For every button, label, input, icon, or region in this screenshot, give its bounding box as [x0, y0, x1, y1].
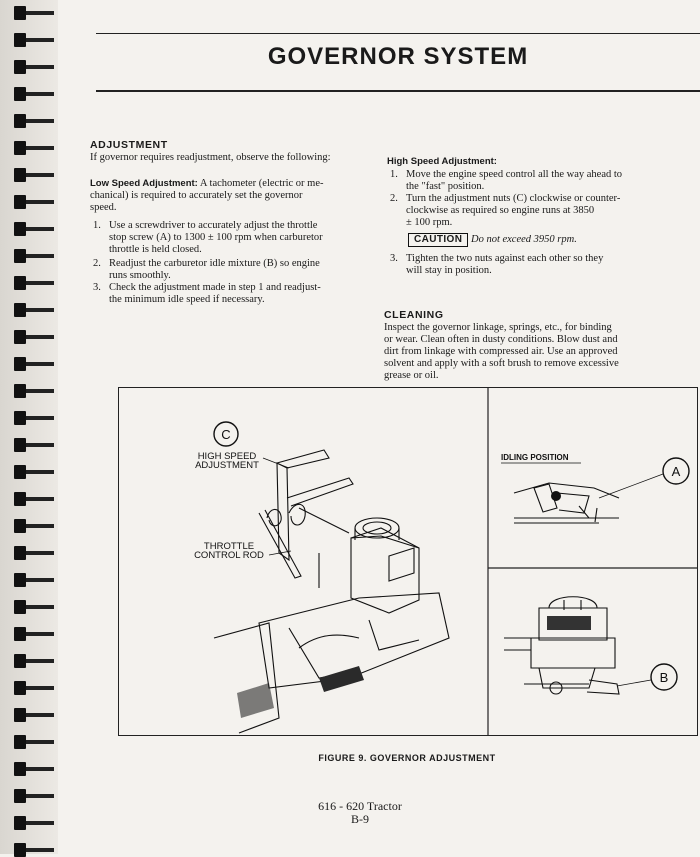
high-speed-step-2	[390, 193, 670, 231]
binding-coil	[14, 249, 54, 263]
title-rule-bottom	[96, 90, 700, 92]
binding-coil	[14, 114, 54, 128]
binding-spine	[0, 0, 58, 854]
cleaning-line: solvent and apply with a soft brush to remove excessive	[384, 358, 619, 369]
step-line: the "fast" position.	[406, 181, 485, 192]
step-number: 2.	[390, 193, 398, 204]
binding-coil	[14, 141, 54, 155]
binding-coil	[14, 168, 54, 182]
caution-badge: CAUTION	[408, 233, 468, 247]
binding-coil	[14, 762, 54, 776]
callout-a	[663, 458, 689, 484]
shaded-bracket	[237, 666, 364, 718]
adjustment-heading: ADJUSTMENT	[90, 139, 168, 151]
binding-coil	[14, 330, 54, 344]
page-footer	[260, 800, 460, 826]
binding-coil	[14, 276, 54, 290]
cleaning-line: Inspect the governor linkage, springs, etc., for binding	[384, 322, 612, 333]
step-line: Move the engine speed control all the way ahead to	[406, 169, 623, 180]
cleaning-line: grease or oil.	[384, 370, 439, 381]
low-speed-line: A tachometer (electric or me-	[199, 178, 324, 189]
binding-coil	[14, 627, 54, 641]
step-number: 1.	[390, 169, 398, 180]
cleaning-paragraph	[384, 322, 674, 382]
callout-a-letter: A	[671, 464, 681, 479]
step-line: Use a screwdriver to accurately adjust the throttle	[109, 220, 318, 231]
callout-b	[651, 664, 677, 690]
binding-coil	[14, 546, 54, 560]
caution-text: Do not exceed 3950 rpm.	[470, 234, 577, 245]
low-speed-line: chanical) is required to accurately set the governor	[90, 190, 303, 201]
binding-coil	[14, 519, 54, 533]
step-line: ± 100 rpm.	[406, 217, 453, 228]
low-speed-step-3	[93, 282, 393, 308]
binding-coil	[14, 465, 54, 479]
throttle-label-line-2: CONTROL ROD	[194, 550, 264, 561]
step-line: Turn the adjustment nuts (C) clockwise or counter-	[406, 193, 621, 204]
low-speed-label: Low Speed Adjustment:	[90, 178, 198, 189]
binding-coil	[14, 6, 54, 20]
binding-coil	[14, 708, 54, 722]
binding-coil	[14, 681, 54, 695]
callout-b-letter: B	[659, 670, 669, 685]
step-line: throttle is held closed.	[109, 244, 202, 255]
binding-coil	[14, 222, 54, 236]
step-line: Tighten the two nuts against each other so they	[406, 253, 604, 264]
step-number: 3.	[390, 253, 398, 264]
low-speed-step-2	[93, 258, 393, 284]
high-speed-label: High Speed Adjustment:	[387, 156, 497, 167]
high-speed-label-line-1: HIGH SPEED	[197, 451, 257, 462]
binding-coil	[14, 789, 54, 803]
cleaning-line: or wear. Clean often in dusty conditions. Blow dust and	[384, 334, 618, 345]
binding-coil	[14, 843, 54, 857]
figure-illustration	[119, 388, 697, 735]
callout-c-letter: C	[221, 427, 231, 442]
idling-position-label: IDLING POSITION	[501, 453, 569, 462]
binding-coil	[14, 195, 54, 209]
step-line: Readjust the carburetor idle mixture (B) so engine	[109, 258, 320, 269]
binding-coil	[14, 33, 54, 47]
binding-coil	[14, 816, 54, 830]
step-line: will stay in position.	[406, 265, 492, 276]
binding-coil	[14, 654, 54, 668]
binding-coil	[14, 735, 54, 749]
step-line: the minimum idle speed if necessary.	[109, 294, 265, 305]
callout-c	[214, 422, 238, 446]
cleaning-line: dirt from linkage with compressed air. Use an approved	[384, 346, 618, 357]
footer-model: 616 - 620 Tractor	[318, 799, 402, 813]
binding-coil	[14, 87, 54, 101]
step-number: 3.	[93, 282, 101, 293]
binding-coil	[14, 384, 54, 398]
step-line: clockwise as required so engine runs at 3850	[406, 205, 595, 216]
binding-coil	[14, 357, 54, 371]
throttle-stop-drawing	[514, 483, 619, 523]
figure-caption: FIGURE 9. GOVERNOR ADJUSTMENT	[318, 753, 496, 763]
cleaning-heading: CLEANING	[384, 309, 444, 321]
binding-coil	[14, 60, 54, 74]
manual-page	[60, 0, 700, 854]
throttle-label-line-1: THROTTLE	[203, 541, 255, 552]
page-title: GOVERNOR SYSTEM	[267, 43, 529, 70]
adjustment-intro: If governor requires readjustment, observe the following:	[90, 152, 331, 163]
low-speed-line: speed.	[90, 202, 117, 213]
step-line: stop screw (A) to 1300 ± 100 rpm when carburetor	[109, 232, 323, 243]
high-speed-step-3	[390, 253, 670, 279]
figure-frame	[118, 387, 698, 736]
low-speed-step-1	[93, 220, 393, 260]
high-speed-step-1	[390, 169, 670, 195]
binding-coil	[14, 438, 54, 452]
carburetor-shadow	[547, 616, 591, 630]
low-speed-paragraph	[90, 178, 390, 214]
binding-coil	[14, 303, 54, 317]
binding-coil	[14, 411, 54, 425]
caution-note	[408, 233, 577, 247]
binding-coil	[14, 492, 54, 506]
step-line: runs smoothly.	[109, 270, 171, 281]
footer-page-number: B-9	[351, 812, 369, 826]
high-speed-label-line-2: ADJUSTMENT	[195, 460, 259, 471]
binding-coil	[14, 600, 54, 614]
step-number: 1.	[93, 220, 101, 231]
binding-coil	[14, 573, 54, 587]
step-line: Check the adjustment made in step 1 and readjust-	[109, 282, 321, 293]
title-rule-top	[96, 33, 700, 34]
step-number: 2.	[93, 258, 101, 269]
carburetor-drawing	[504, 597, 619, 694]
